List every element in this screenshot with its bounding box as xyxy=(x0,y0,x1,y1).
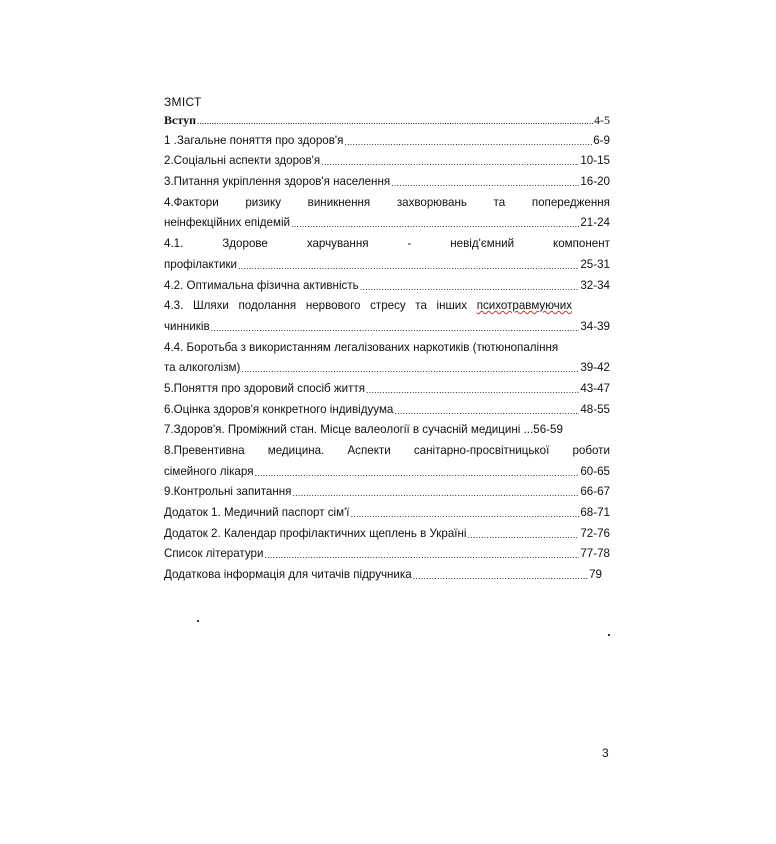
toc-word: подолання xyxy=(238,299,297,313)
toc-heading: ЗМІСТ xyxy=(164,95,202,109)
dot-leader xyxy=(321,154,579,168)
dot-leader xyxy=(413,568,588,582)
stray-dot xyxy=(197,620,199,622)
page-number: 3 xyxy=(602,746,609,760)
toc-entry-page: 77-78 xyxy=(580,547,610,561)
toc-word: 8.Превентивна xyxy=(164,444,245,457)
toc-entry-page: 60-65 xyxy=(580,464,610,478)
dot-leader xyxy=(197,113,593,127)
toc-entry-first-line xyxy=(164,196,610,210)
dot-leader xyxy=(360,279,580,293)
toc-word: Аспекти xyxy=(347,444,391,457)
toc-entry-first-line xyxy=(164,237,610,251)
toc-word: 4.3. xyxy=(164,299,184,313)
toc-entry-label: сімейного лікаря xyxy=(164,464,254,478)
toc-entry-page: 68-71 xyxy=(580,506,610,520)
toc-entry xyxy=(164,423,610,437)
toc-word: та xyxy=(415,299,427,313)
toc-entry-page: 34-39 xyxy=(580,319,610,333)
toc-entry-page: 39-42 xyxy=(580,361,610,375)
toc-entry-page: 56-59 xyxy=(533,423,563,437)
toc-entry xyxy=(164,485,610,499)
toc-word: та xyxy=(493,195,506,209)
toc-entry-label: 3.Питання укріплення здоров'я населення xyxy=(164,175,391,189)
dot-leader xyxy=(344,134,592,148)
dot-leader xyxy=(264,547,579,561)
toc-word: попередження xyxy=(531,195,610,209)
toc-entry xyxy=(164,527,610,541)
toc-entry xyxy=(164,568,602,582)
toc-entry-label: 1 .Загальне поняття про здоров'я xyxy=(164,133,344,147)
toc-word: виникнення xyxy=(307,195,371,209)
toc-entry-page: 79 xyxy=(589,568,602,582)
dot-leader xyxy=(292,485,579,499)
toc-entry-label: Список літератури xyxy=(164,547,264,561)
dot-leader xyxy=(254,465,579,479)
toc-word: - xyxy=(407,237,412,251)
toc-entry-page: 72-76 xyxy=(580,526,610,540)
toc-entry-label: 5.Поняття про здоровий спосіб життя xyxy=(164,381,366,395)
dot-leader xyxy=(291,216,579,230)
toc-word: стресу xyxy=(370,299,406,313)
toc-word: харчування xyxy=(306,237,369,251)
dot-leader xyxy=(238,258,579,272)
toc-entry-label: 6.Оцінка здоров'я конкретного індивідуума xyxy=(164,402,394,416)
toc-word: захворювань xyxy=(396,195,467,209)
toc-entry-label: 7.Здоров'я. Проміжний стан. Місце валеології в сучасній медицині ... xyxy=(164,423,534,437)
toc-word: Шляхи xyxy=(192,299,229,313)
toc-entry-label: та алкоголізм) xyxy=(164,361,241,375)
table-of-contents xyxy=(164,113,610,589)
toc-entry-label: 2.Соціальні аспекти здоров'я xyxy=(164,154,321,168)
toc-entry xyxy=(164,154,610,168)
toc-word: медицина. xyxy=(267,444,325,457)
toc-entry xyxy=(164,506,610,520)
toc-entry-label: Вступ xyxy=(164,113,196,127)
toc-word: невід'ємний xyxy=(450,237,515,251)
stray-dot xyxy=(608,634,610,636)
toc-entry xyxy=(164,320,610,334)
toc-entry xyxy=(164,403,610,417)
toc-entry xyxy=(164,216,610,230)
toc-entry xyxy=(164,361,610,375)
toc-entry xyxy=(164,175,610,189)
toc-entry-page: 66-67 xyxy=(580,485,610,499)
toc-word: 4.Фактори xyxy=(164,195,219,209)
toc-entry xyxy=(164,113,610,127)
toc-word: нервового xyxy=(305,299,361,313)
toc-entry-label: 9.Контрольні запитання xyxy=(164,485,292,499)
toc-entry-first-line xyxy=(164,444,610,458)
toc-entry xyxy=(164,547,610,561)
dot-leader xyxy=(241,361,579,375)
toc-word: інших xyxy=(436,299,468,313)
toc-entry-label: профілактики xyxy=(164,257,238,271)
toc-entry-page: 32-34 xyxy=(580,278,610,292)
dot-leader xyxy=(467,527,579,541)
toc-entry xyxy=(164,134,610,148)
toc-entry-page: 10-15 xyxy=(580,154,610,168)
toc-word: 4.1. xyxy=(164,237,184,251)
toc-entry-first-line xyxy=(164,299,610,313)
dot-leader xyxy=(391,175,579,189)
toc-entry-page: 4-5 xyxy=(594,113,610,127)
toc-entry-page: 48-55 xyxy=(580,402,610,416)
toc-entry xyxy=(164,382,610,396)
toc-word: роботи xyxy=(572,444,610,457)
toc-word: компонент xyxy=(553,237,610,251)
toc-entry xyxy=(164,279,610,293)
toc-entry-label: чинників xyxy=(164,319,210,333)
dot-leader xyxy=(211,320,580,334)
toc-entry-first-line xyxy=(164,341,610,355)
toc-word: психотравмуючих xyxy=(476,299,572,313)
toc-entry-page: 25-31 xyxy=(580,257,610,271)
toc-entry-page: 16-20 xyxy=(580,175,610,189)
dot-leader xyxy=(366,382,579,396)
toc-entry-page: 21-24 xyxy=(580,216,610,230)
toc-entry xyxy=(164,258,610,272)
toc-entry-label: Додаток 1. Медичний паспорт сім'ї xyxy=(164,506,350,520)
dot-leader xyxy=(351,506,580,520)
toc-entry-label: Додаткова інформація для читачів підручника xyxy=(164,568,412,582)
toc-entry xyxy=(164,465,610,479)
toc-word: Здорове xyxy=(222,237,268,251)
dot-leader xyxy=(394,403,579,417)
toc-entry-label: 4.2. Оптимальна фізична активність xyxy=(164,278,359,292)
toc-entry-page: 43-47 xyxy=(580,381,610,395)
toc-word: ризику xyxy=(245,195,282,209)
toc-word: санітарно-просвітницької xyxy=(413,444,550,457)
toc-entry-page: 6-9 xyxy=(593,133,610,147)
toc-entry-label: неінфекційних епідемій xyxy=(164,216,291,230)
toc-entry-label: 4.4. Боротьба з використанням легалізованих наркотиків (тютюнопаління xyxy=(164,340,559,354)
toc-entry-label: Додаток 2. Календар профілактичних щеплень в Україні xyxy=(164,526,467,540)
